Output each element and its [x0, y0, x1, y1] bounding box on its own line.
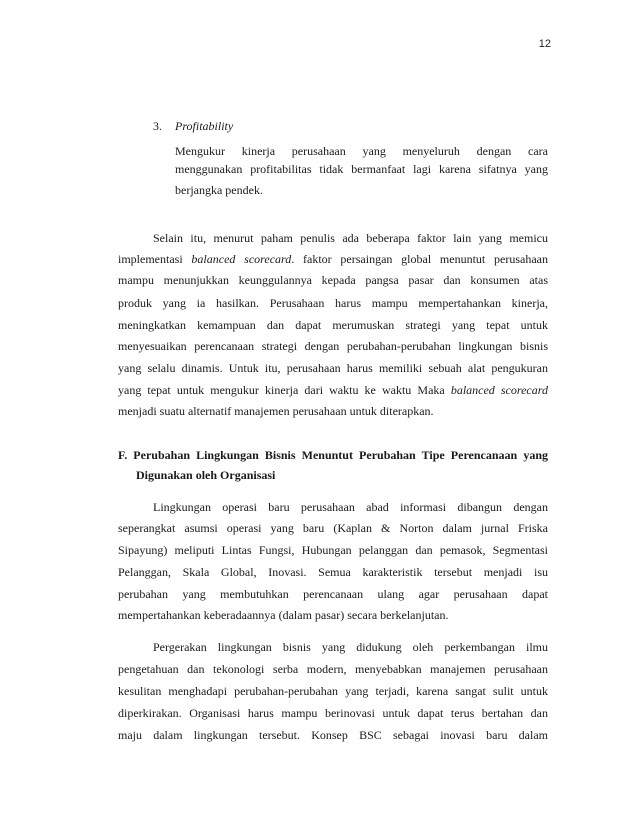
paragraph-line [118, 383, 548, 397]
paragraph-line: yang selalu dinamis. Untuk itu, perusahaan harus memiliki sebuah alat pengukuran [118, 361, 548, 375]
paragraph-line: Pergerakan lingkungan bisnis yang didukung oleh perkembangan ilmu [153, 640, 548, 654]
paragraph-line: Selain itu, menurut paham penulis ada beberapa faktor lain yang memicu [153, 231, 548, 245]
paragraph-line [118, 252, 548, 266]
section-heading: Digunakan oleh Organisasi [136, 468, 276, 482]
paragraph-line: mampu menunjukkan keunggulannya kepada pangsa pasar dan konsumen atas [118, 273, 548, 287]
paragraph-line: perubahan yang membutuhkan perencanaan ulang agar perusahaan dapat [118, 587, 548, 601]
paragraph-line: maju dalam lingkungan tersebut. Konsep BSC sebagai inovasi baru dalam [118, 728, 548, 742]
text-run-italic: balanced scorecard [191, 252, 292, 266]
list-item-number: 3. [153, 119, 162, 133]
paragraph-line: produk yang ia hasilkan. Perusahaan harus mampu mempertahankan kinerja, [118, 296, 548, 310]
paragraph-line: kesulitan menghadapi perubahan-perubahan yang terjadi, karena sangat sulit untuk [118, 684, 548, 698]
paragraph-line: seperangkat asumsi operasi yang baru (Kaplan & Norton dalam jurnal Friska [118, 521, 548, 535]
paragraph-line: menyesuaikan perencanaan strategi dengan perubahan-perubahan lingkungan bisnis [118, 339, 548, 353]
paragraph-line: menjadi suatu alternatif manajemen perusahaan untuk diterapkan. [118, 404, 434, 418]
list-item-title: Profitability [175, 119, 234, 133]
text-run-italic: balanced scorecard [450, 383, 548, 397]
text-run: implementasi [118, 252, 192, 266]
text-run: . faktor persaingan global menuntut perusahaan [291, 252, 548, 266]
paragraph-line: diperkirakan. Organisasi harus mampu berinovasi untuk dapat terus bertahan dan [118, 706, 548, 720]
paragraph-line: mempertahankan keberadaannya (dalam pasar) secara berkelanjutan. [118, 608, 449, 622]
paragraph-line: Pelanggan, Skala Global, Inovasi. Semua karakteristik tersebut menjadi isu [118, 565, 548, 579]
paragraph-line: meningkatkan kemampuan dan dapat merumuskan strategi yang tepat untuk [118, 318, 548, 332]
list-item-line: menggunakan profitabilitas tidak bermanfaat lagi karena sifatnya yang [175, 162, 548, 176]
paragraph-line: Sipayung) meliputi Lintas Fungsi, Hubungan pelanggan dan pemasok, Segmentasi [118, 543, 548, 557]
section-heading: F. Perubahan Lingkungan Bisnis Menuntut Perubahan Tipe Perencanaan yang [118, 448, 548, 462]
list-item-line: Mengukur kinerja perusahaan yang menyeluruh dengan cara [175, 144, 548, 158]
list-item-line: berjangka pendek. [175, 183, 263, 197]
text-run: yang tepat untuk mengukur kinerja dari waktu ke waktu Maka [118, 383, 451, 397]
page-number: 12 [538, 38, 551, 50]
paragraph-line: pengetahuan dan tekonologi serba modern, menyebabkan manajemen perusahaan [118, 662, 548, 676]
paragraph-line: Lingkungan operasi baru perusahaan abad informasi dibangun dengan [153, 500, 548, 514]
